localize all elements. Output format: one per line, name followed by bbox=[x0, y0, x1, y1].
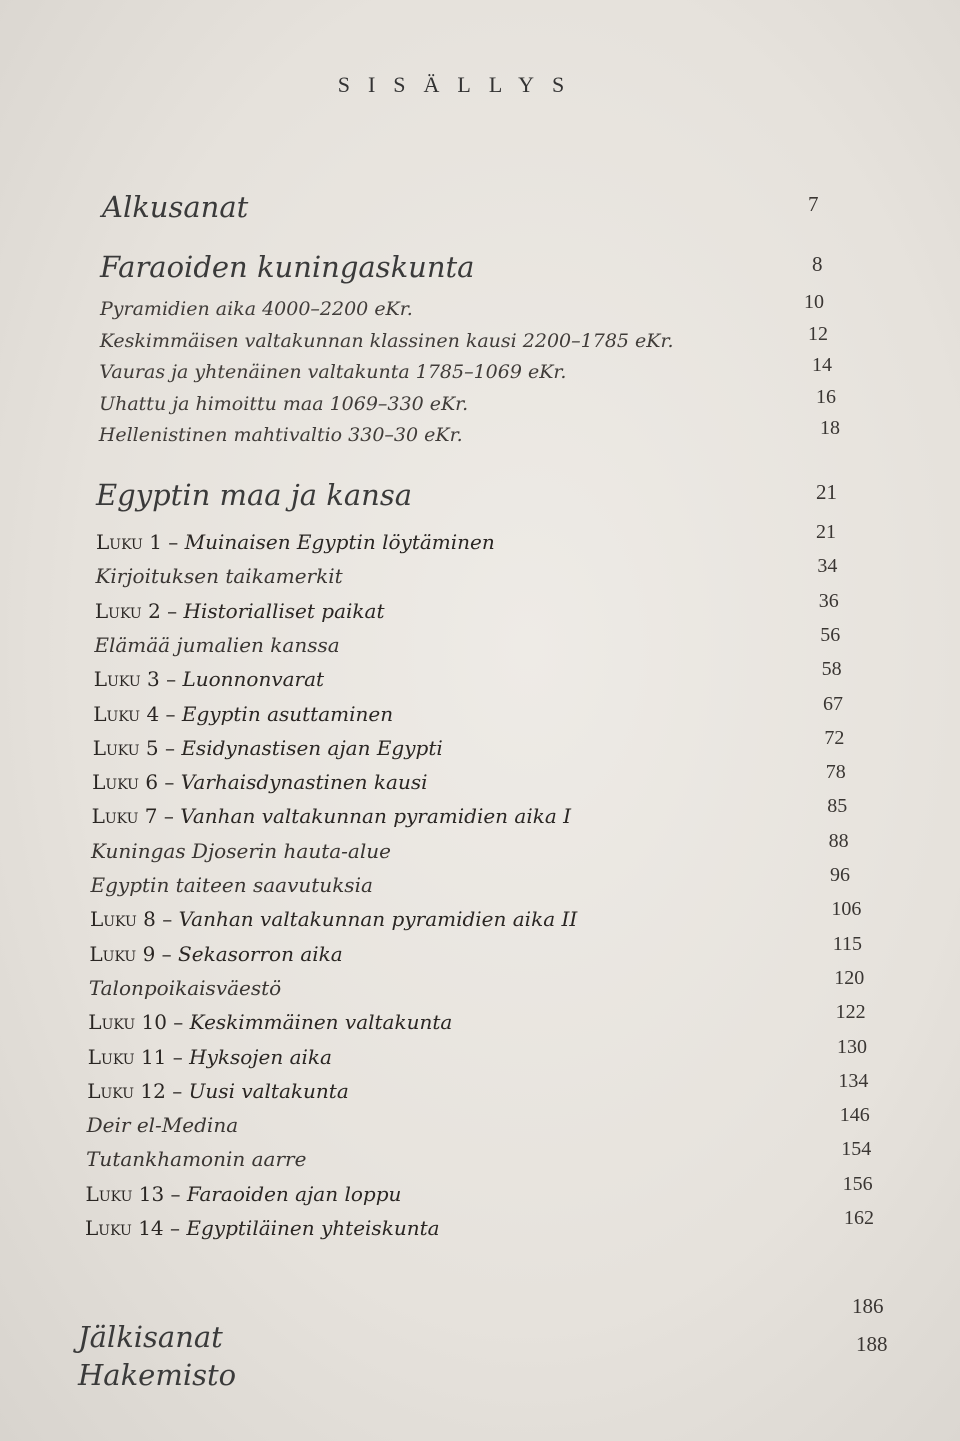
entry-page-number: 154 bbox=[841, 1138, 872, 1161]
chapter-row[interactable] bbox=[87, 1079, 349, 1103]
entry-title: Keskimmäisen valtakunnan klassinen kausi 2200–1785 eKr. bbox=[99, 329, 674, 352]
entry-page-number: 10 bbox=[804, 291, 824, 313]
chapter-title: Faraoiden ajan loppu bbox=[186, 1181, 402, 1206]
entry-page-number: 34 bbox=[817, 555, 838, 578]
entry-title: Kuningas Djoserin hauta-alue bbox=[91, 838, 391, 863]
entry-row[interactable] bbox=[89, 976, 281, 1000]
entry-page-number: 106 bbox=[831, 898, 862, 921]
chapter-row[interactable] bbox=[88, 1045, 332, 1069]
entry-row[interactable] bbox=[91, 839, 391, 863]
entry-row[interactable] bbox=[100, 330, 674, 352]
chapter-prefix: Luku 4 – bbox=[93, 701, 182, 726]
chapter-prefix: Luku 1 – bbox=[96, 530, 185, 554]
section-title: Jälkisanat bbox=[78, 1320, 223, 1354]
entry-title: Elämää jumalien kanssa bbox=[94, 632, 340, 657]
entry-page-number: 67 bbox=[823, 692, 843, 715]
entry-page-number: 134 bbox=[838, 1069, 869, 1092]
entry-row[interactable] bbox=[95, 564, 342, 588]
chapter-row[interactable] bbox=[90, 907, 577, 931]
chapter-prefix: Luku 2 – bbox=[94, 598, 184, 623]
chapter-prefix: Luku 8 – bbox=[89, 907, 179, 932]
entry-page-number: 122 bbox=[835, 1001, 866, 1024]
section-page-number: 188 bbox=[856, 1332, 888, 1356]
chapter-title: Vanhan valtakunnan pyramidien aika I bbox=[180, 804, 572, 829]
entry-page-number: 162 bbox=[844, 1207, 874, 1229]
entry-title: Vauras ja yhtenäinen valtakunta 1785–1069 eKr. bbox=[99, 361, 567, 383]
entry-page-number: 14 bbox=[812, 354, 832, 376]
entry-page-number: 146 bbox=[839, 1104, 870, 1127]
entry-page-number: 130 bbox=[837, 1035, 867, 1058]
chapter-title: Vanhan valtakunnan pyramidien aika II bbox=[178, 907, 578, 932]
entry-title: Kirjoituksen taikamerkit bbox=[95, 564, 343, 589]
entry-page-number: 21 bbox=[816, 521, 836, 543]
chapter-title: Egyptin asuttaminen bbox=[181, 701, 394, 726]
section-page-number: 21 bbox=[816, 480, 837, 504]
entry-title: Egyptin taiteen saavutuksia bbox=[90, 873, 373, 897]
section-page-number: 8 bbox=[812, 252, 823, 276]
chapter-title: Varhaisdynastinen kausi bbox=[180, 770, 428, 795]
entry-page-number: 156 bbox=[842, 1172, 873, 1195]
chapter-row[interactable] bbox=[89, 942, 342, 966]
entry-page-number: 72 bbox=[824, 726, 845, 749]
chapter-title: Keskimmäinen valtakunta bbox=[189, 1010, 453, 1035]
chapter-title: Historialliset paikat bbox=[183, 598, 385, 623]
chapter-row[interactable] bbox=[92, 770, 427, 794]
chapter-row[interactable] bbox=[85, 1216, 440, 1240]
chapter-prefix: Luku 14 – bbox=[85, 1216, 187, 1240]
section-title: Hakemisto bbox=[78, 1358, 237, 1392]
chapter-row[interactable] bbox=[94, 667, 324, 691]
entry-title: Tutankhamonin aarre bbox=[86, 1147, 307, 1172]
chapter-title: Esidynastisen ajan Egypti bbox=[181, 735, 443, 760]
entry-title: Deir el-Medina bbox=[86, 1113, 239, 1138]
entry-row[interactable] bbox=[87, 1113, 239, 1137]
section-title: Faraoiden kuningaskunta bbox=[100, 250, 475, 284]
chapter-title: Hyksojen aika bbox=[189, 1044, 332, 1069]
chapter-prefix: Luku 3 – bbox=[93, 667, 183, 692]
entry-row[interactable] bbox=[86, 1147, 306, 1171]
chapter-prefix: Luku 5 – bbox=[92, 735, 182, 760]
entry-page-number: 115 bbox=[832, 932, 863, 955]
entry-page-number: 16 bbox=[816, 385, 836, 408]
chapter-title: Uusi valtakunta bbox=[188, 1078, 349, 1103]
chapter-row[interactable] bbox=[96, 530, 495, 554]
entry-page-number: 18 bbox=[820, 417, 840, 439]
entry-row[interactable] bbox=[94, 633, 339, 657]
entry-page-number: 120 bbox=[834, 966, 865, 989]
page-title: SISÄLLYS bbox=[337, 72, 583, 97]
entry-row[interactable] bbox=[100, 298, 413, 320]
chapter-prefix: Luku 13 – bbox=[85, 1181, 187, 1206]
entry-title: Talonpoikaisväestö bbox=[88, 975, 282, 1000]
chapter-row[interactable] bbox=[86, 1182, 402, 1206]
entry-row[interactable] bbox=[91, 873, 373, 897]
entry-title: Pyramidien aika 4000–2200 eKr. bbox=[100, 298, 413, 320]
chapter-prefix: Luku 7 – bbox=[91, 804, 181, 829]
chapter-row[interactable] bbox=[93, 702, 393, 726]
chapter-row[interactable] bbox=[93, 736, 443, 760]
chapter-row[interactable] bbox=[92, 804, 571, 828]
section-page-number: 186 bbox=[852, 1294, 884, 1318]
entry-page-number: 88 bbox=[828, 829, 849, 852]
entry-page-number: 96 bbox=[830, 864, 850, 886]
chapter-prefix: Luku 12 – bbox=[87, 1078, 189, 1103]
chapter-row[interactable] bbox=[88, 1010, 452, 1034]
entry-page-number: 85 bbox=[827, 795, 848, 818]
entry-row[interactable] bbox=[99, 361, 566, 383]
section-title: Egyptin maa ja kansa bbox=[96, 478, 413, 512]
entry-title: Hellenistinen mahtivaltio 330–30 eKr. bbox=[98, 424, 463, 446]
entry-row[interactable] bbox=[99, 424, 463, 446]
chapter-prefix: Luku 10 – bbox=[88, 1010, 190, 1035]
section-page-number: 7 bbox=[808, 192, 819, 216]
entry-page-number: 36 bbox=[818, 589, 839, 612]
chapter-title: Egyptiläinen yhteiskunta bbox=[186, 1216, 440, 1240]
chapter-title: Muinaisen Egyptin löytäminen bbox=[184, 530, 495, 554]
entry-page-number: 56 bbox=[820, 623, 841, 646]
entry-page-number: 58 bbox=[821, 658, 842, 681]
chapter-row[interactable] bbox=[95, 599, 385, 623]
section-title: Alkusanat bbox=[102, 190, 249, 224]
chapter-title: Sekasorron aika bbox=[178, 941, 343, 966]
chapter-title: Luonnonvarat bbox=[182, 667, 325, 692]
entry-page-number: 12 bbox=[808, 322, 828, 345]
chapter-prefix: Luku 9 – bbox=[89, 941, 179, 966]
chapter-prefix: Luku 6 – bbox=[92, 770, 181, 795]
chapter-prefix: Luku 11 – bbox=[87, 1044, 190, 1069]
entry-page-number: 78 bbox=[825, 761, 846, 784]
entry-row[interactable] bbox=[99, 393, 468, 415]
entry-title: Uhattu ja himoittu maa 1069–330 eKr. bbox=[99, 392, 469, 415]
